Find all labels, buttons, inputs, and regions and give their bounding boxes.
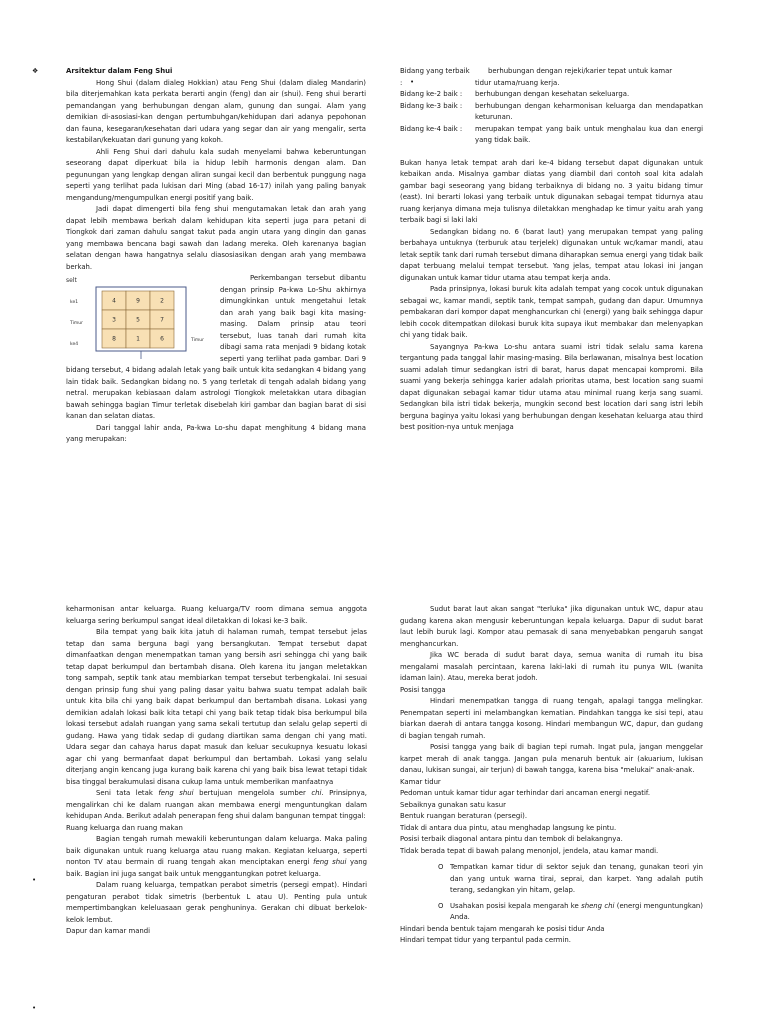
- circle-bullet-icon: O: [438, 901, 444, 910]
- figure-row-label: ke1: [70, 300, 79, 305]
- row-text: berhubungan dengan keharmonisan keluarga dan mendapatkan keturunan.: [475, 101, 703, 121]
- list-line: Kamar tidur: [400, 777, 441, 786]
- text-run: bertujuan mengelola sumber: [193, 789, 312, 797]
- emphasis: feng shui: [158, 789, 194, 797]
- paragraph: Ahli Feng Shui dari dahulu kala sudah menyelami bahwa keberuntungan seseorang dapat diperkuat bila ia hidup lebih harmonis dengan alam. Dan pegunungan yang lengkap dengan aliran sungai kecil dan berbentuk punggung naga seperti yang terlihat pada lukisan dari Ming (abad 16-17) inilah yang paling banyak mengandung/mengumpulkan energi positif yang baik.: [66, 147, 366, 202]
- definition-row: [400, 89, 703, 101]
- row-text: merupakan tempat yang baik untuk menghalau kua dan energi yang tidak baik.: [475, 124, 703, 144]
- column-bottom-left: [66, 604, 367, 1020]
- row-label: Bidang ke-2 baik :: [400, 90, 463, 98]
- paragraph: [66, 834, 367, 880]
- definition-row: [400, 78, 703, 90]
- text-run: (energi menguntungkan) Anda.: [450, 901, 703, 921]
- list-line: Bentuk ruangan beraturan (persegi).: [400, 812, 528, 820]
- pakwa-grid-svg: [66, 273, 214, 363]
- pakwa-loshu-figure: [66, 273, 214, 363]
- row-text: tidur utama/ruang kerja.: [475, 78, 560, 87]
- emphasis: chi: [311, 789, 322, 797]
- grid-cell-number: 8: [112, 335, 116, 343]
- list-line: Hindari benda bentuk tajam mengarah ke posisi tidur Anda: [400, 924, 605, 933]
- paragraph: Sudut barat laut akan sangat "terluka" jika digunakan untuk WC, dapur atau gudang karena akan mengusir keberuntungan kepala keluarga. Dapur di sudut barat laut lebih buruk lagi. Kompor atau pemasak di sana menyebabkan pengaruh sangat menghancurkan.: [400, 605, 703, 648]
- dot-bullet-icon: •: [32, 876, 37, 884]
- list-line: Tidak di antara dua pintu, atau menghadap langsung ke pintu.: [400, 823, 617, 832]
- list-line: Tidak berada tepat di bawah palang menonjol, jendela, atau kamar mandi.: [400, 846, 659, 855]
- grid-cell-number: 4: [112, 297, 116, 305]
- text-run: Usahakan posisi kepala mengarah ke: [450, 901, 582, 910]
- list-item-label: Ruang keluarga dan ruang makan: [66, 823, 183, 832]
- grid-cell-number: 9: [136, 297, 140, 305]
- grid-cell-number: 2: [160, 297, 164, 305]
- column-top-left: [66, 66, 366, 471]
- row-label: Bidang yang terbaik: [400, 67, 470, 75]
- diamond-bullet-icon: ❖: [32, 67, 39, 75]
- text-run: Bagian tengah rumah mewakili keberuntungan dalam keluarga. Maka paling baik digunakan untuk ruang keluarga atau ruang makan. Kegiatan keluarga, seperti nonton TV atau bermain di ruang tengah akan menciptakan energi: [66, 835, 367, 866]
- paragraph: Dari tanggal lahir anda, Pa-kwa Lo-shu dapat menghitung 4 bidang mana yang merupakan:: [66, 423, 366, 443]
- row-text: berhubungan dengan kesehatan sekeluarga.: [475, 90, 630, 98]
- grid-cell-number: 5: [136, 316, 140, 324]
- paragraph: Sayangnya Pa-kwa Lo-shu antara suami istri tidak selalu sama karena tergantung pada tanggal lahir masing-masing. Bila berlawanan, misalnya best location suami adalah timur sedangkan istri di barat, harus dapat mencapai kompromi. Bila suami yang bekerja sehingga karier adalah prioritas utama, best location sang suami dapat digunakan sebagai kamar tidur utama atau minimal ruang kerja sang suami. Sedangkan bila istri tidak bekerja, mungkin second best location dari sang istri lebih berguna baginya yaitu lokasi yang berhubungan dengan kesehatan keluarga atau third best position-nya untuk menjaga: [400, 342, 703, 431]
- list-line: Hindari tempat tidur yang terpantul pada cermin.: [400, 936, 571, 944]
- figure-right-label: Timur: [191, 338, 204, 343]
- paragraph: Perkembangan tersebut dibantu dengan prinsip Pa-kwa Lo-Shu akhirnya dimungkinkan untuk mengetahui letak dan arah yang baik bagi kita masing-masing. Dalam prinsip atau teori tersebut, luas tanah dari rumah kita dibagi sama rata menjadi 9 bidang kotak seperti yang terlihat pada gambar. Dari 9 bidang tersebut, 4 bidang adalah letak yang baik untuk kita sedangkan 4 bidang yang lain tidak baik. Sedangkan bidang no. 5 yang terletak di tengah adalah bidang yang netral. merupakan kebiasaan dalam astrologi Tiongkok meletakkan utara dibagian bawah sehingga bagian Timur terletak disebelah kiri gambar dan bagian barat di sisi kanan dan selatan diatas.: [66, 274, 366, 420]
- dot-bullet-icon: •: [410, 78, 415, 86]
- subheading: Posisi tangga: [400, 685, 446, 694]
- column-top-right: [400, 66, 703, 471]
- paragraph: Jadi dapat dimengerti bila feng shui mengutamakan letak dan arah yang dapat lebih membawa berkah dalam kehidupan kita seperti juga para petani di Tiongkok dari zaman dahulu sangat takut pada angin utara yang dingin dan ganas yang membawa bencana bagi sawah dan ladang mereka. Oleh karenanya bagian selatan dengan hawa hangatnya selalu diasosiasikan dengan arah yang membawa berkah.: [66, 205, 366, 271]
- grid-cell-number: 7: [160, 316, 164, 324]
- figure-row-label: ke4: [70, 342, 79, 347]
- list-item-label: Dapur dan kamar mandi: [66, 927, 151, 935]
- figure-corner-label: selt: [66, 277, 77, 284]
- grid-cell-number: 3: [112, 316, 116, 324]
- row-label: Bidang ke-3 baik :: [400, 101, 463, 110]
- column-bottom-right: [400, 604, 703, 1020]
- sub-list-item: [400, 901, 703, 924]
- definition-row: [400, 124, 703, 147]
- paragraph: keharmonisan antar keluarga. Ruang keluarga/TV room dimana semua anggota keluarga sering berkumpul sangat ideal diletakkan di lokasi ke-3 baik.: [66, 605, 367, 625]
- sub-list-item: [400, 862, 703, 897]
- list-line: Posisi terbaik diagonal antara pintu dan tembok di belakangnya.: [400, 835, 623, 843]
- paragraph: Hong Shui (dalam dialeg Hokkian) atau Feng Shui (dalam dialeg Mandarin) bila diterjemahkan kata perkata berarti angin (feng) dan air (shui). Feng shui berarti pemandangan yang berhubungan dengan alam, gunung dan sungai. Alam yang demikian di-asosiasi-kan dengan pertumbuhgan/kehidupan dari adanya pepohonan dan fauna, kesegaran/kesehatan dari udara yang segar dan air yang mengalir, serta kestabilan/kekuatan dari gunung yang kokoh.: [66, 78, 366, 144]
- paragraph: Bukan hanya letak tempat arah dari ke-4 bidang tersebut dapat digunakan untuk kebaikan anda. Misalnya gambar diatas yang diambil dari contoh soal kita adalah gambar bagi seseorang yang bidang terbaiknya di bidang no. 3 yaitu bidang timur (east). Ini berarti lokasi yang terbaik untuk digunakan sebagai tempat tidurnya atau ruang kerjanya dimana meja tulisnya diletakkan menghadap ke timur yaitu arah yang terbaik bagi si laki laki: [400, 158, 703, 224]
- paragraph: Jika WC berada di sudut barat daya, semua wanita di rumah itu bisa mengalami masalah percintaan, karena laki-laki di rumah itu punya WIL (wanita idaman lain). Atau, mereka berat jodoh.: [400, 651, 703, 682]
- paragraph: Bila tempat yang baik kita jatuh di halaman rumah, tempat tersebut jelas tetap dan sama berguna bagi yang bersangkutan. Tempat tersebut dapat dimanfaatkan dengan menempatkan taman yang bersih asri sehingga chi yang baik tetap dapat berkumpul dan bertambah disana. Oleh karena itu jangan meletakkan tong sampah, septik tank atau membiarkan tempat tersebut terbengkalai. Ini sesuai dengan prinsip fung shui yang paling dasar yaitu bahwa suatu tempat adalah baik untuk kita bila chi yang baik dapat berkumpul dan bertambah disana. Lokasi yang demikian adalah lokasi baik kita tetapi chi yang baik tetap tidak bisa berkumpul bila lokasi tersebut adalah ruangan yang sama sekali tertutup dan selalu gelap seperti di gudang. Hawa yang tidak sedap di gudang diartikan sama dengan chi yang mati. Udara segar dan cahaya harus dapat masuk dan keluar secukupnya kesuatu lokasi agar chi yang bermanfaat dapat berkumpul dan bertambah. Lokasi yang selalu diterjang angin kencang juga kurang baik karena chi yang baik bisa lewat tetapi tidak bisa tinggal berakumulasi disana cukup lama untuk memberikan manfaatnya: [66, 628, 367, 786]
- row-label: :: [400, 78, 403, 87]
- paragraph: Sedangkan bidang no. 6 (barat laut) yang merupakan tempat yang paling berbahaya untuknya (terburuk atau terjelek) digunakan untuk wc/kamar mandi, atau letak septik tank dari rumah tersebut dimana diharapkan semua energi yang tidak baik dapat terbuang melalui tempat tersebut. Yang jelas, tempat atau lokasi ini jangan digunakan untuk kamar tidur utama atau tempat kerja anda.: [400, 227, 703, 282]
- figure-row-label: Timur: [70, 321, 83, 326]
- grid-cell-number: 6: [160, 335, 164, 343]
- grid-cell-number: 1: [136, 335, 140, 343]
- definition-row: [400, 101, 703, 124]
- paragraph: Hindari menempatkan tangga di ruang tengah, apalagi tangga melingkar. Penempatan seperti ini melambangkan kematian. Pindahkan tangga ke sisi tepi, atau biarkan daerah di antara tangga kosong. Hindari membangun WC, dapur, dan gudang di bagian tengah rumah.: [400, 697, 703, 740]
- text-run: Seni tata letak: [96, 789, 159, 797]
- paragraph: Dalam ruang keluarga, tempatkan perabot simetris (persegi empat). Hindari pengaturan perabot tidak simetris (berbentuk L atau U). Penting pula untuk mempertimbangkan keleluasaan gerak penghuninya. Gerakan chi dibuat berkelok-kelok lembut.: [66, 881, 367, 924]
- circle-bullet-icon: O: [438, 863, 444, 871]
- text-run: yang baik. Bagian ini juga sangat baik untuk menggantungkan potret keluarga.: [66, 858, 367, 878]
- emphasis: feng shui: [313, 858, 347, 866]
- paragraph: Posisi tangga yang baik di bagian tepi rumah. Ingat pula, jangan menggelar karpet merah di anak tangga. Jangan pula menaruh bentuk air (akuarium, lukisan danau, lukisan sungai, air terjun) di bawah tangga, karena bisa "melukai" anak-anak.: [400, 743, 703, 774]
- section-heading: Arsitektur dalam Feng Shui: [66, 67, 173, 75]
- list-line: Pedoman untuk kamar tidur agar terhindar dari ancaman energi negatif.: [400, 789, 651, 797]
- list-line: Sebaiknya gunakan satu kasur: [400, 800, 506, 809]
- row-text: berhubungan dengan rejeki/karier tepat untuk kamar: [488, 67, 673, 75]
- definition-row: [400, 66, 703, 78]
- paragraph: [66, 788, 367, 823]
- row-label: Bidang ke-4 baik :: [400, 124, 463, 133]
- emphasis: sheng chi: [581, 901, 615, 910]
- dot-bullet-icon: •: [32, 1004, 37, 1012]
- text-run: Tempatkan kamar tidur di sektor sejuk dan tenang, gunakan teori yin dan yang untuk warna tirai, seprai, dan karpet. Yang adalah putih terang, sedangkan yin hitam, gelap.: [450, 863, 703, 894]
- paragraph: Pada prinsipnya, lokasi buruk kita adalah tempat yang cocok untuk digunakan sebagai wc, kamar mandi, septik tank, tempat sampah, gudang dan dapur. Umumnya pembakaran dari kompor dapat menghancurkan chi (energi) yang baik sehingga dapur lebih cocok ditempatkan dilokasi buruk kita supaya ikut membakar dan melenyapkan chi yang tidak baik.: [400, 285, 703, 339]
- text-run: . Prinsipnya, mengalirkan chi ke dalam ruangan akan membawa energi menguntungkan dalam kehidupan Anda. Berikut adalah penerapan feng shui dalam bangunan tempat tinggal:: [66, 789, 367, 820]
